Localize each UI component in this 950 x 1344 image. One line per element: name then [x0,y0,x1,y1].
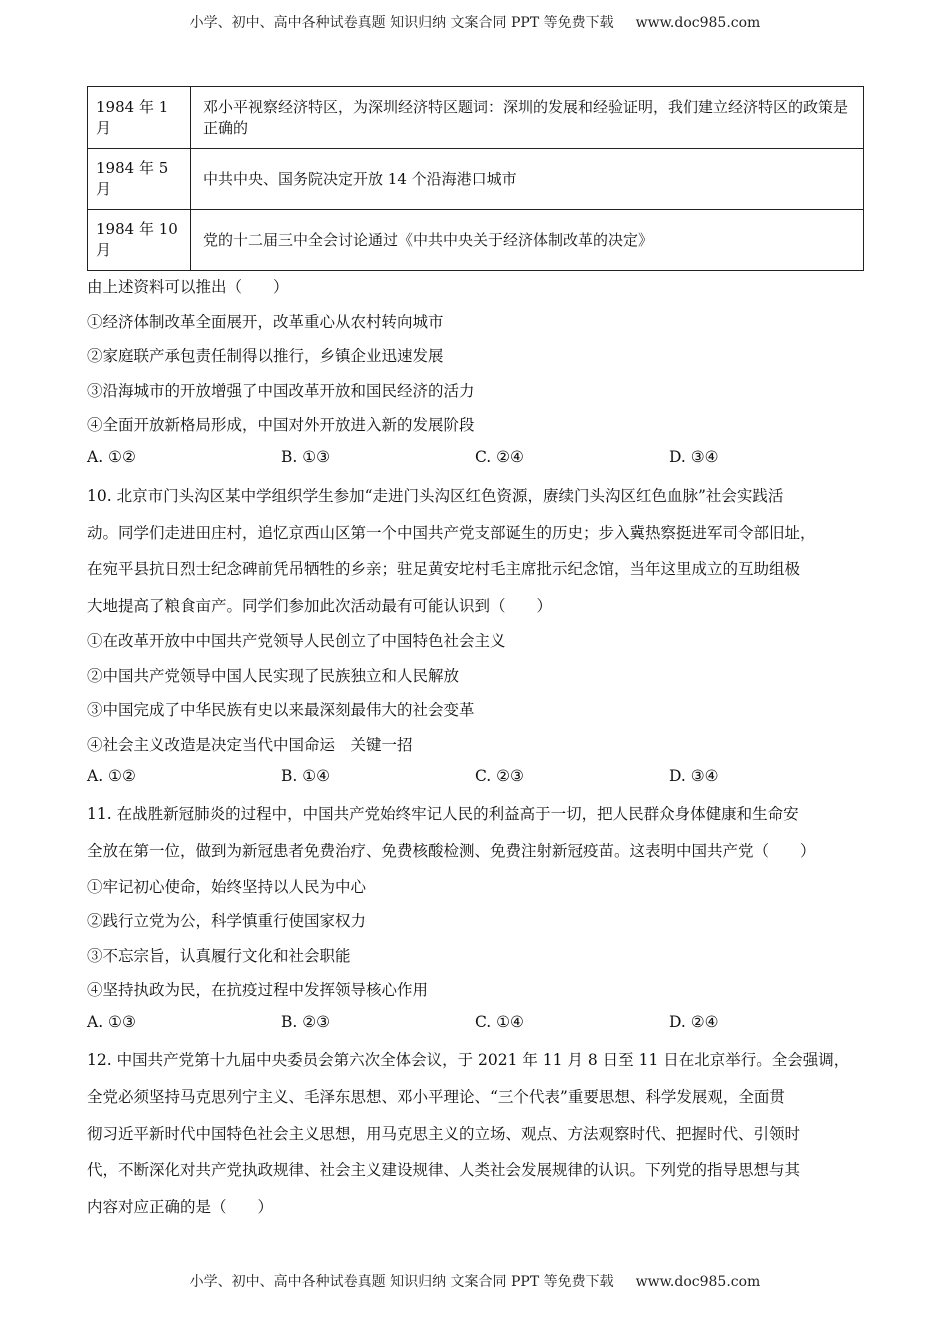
table-row [88,87,864,149]
q11-stem-line: 11. 在战胜新冠肺炎的过程中，中国共产党始终牢记人民的利益高于一切，把人民群众身体健康和生命安 [87,805,799,823]
page-header [0,12,950,32]
table-event-cell: 中共中央、国务院决定开放 14 个沿海港口城市 [191,149,864,210]
table-date-cell: 1984 年 10 月 [88,210,191,271]
table-event-cell: 邓小平视察经济特区，为深圳经济特区题词：深圳的发展和经验证明，我们建立经济特区的政策是正确的 [191,87,864,149]
q10-stem-line: 10. 北京市门头沟区某中学组织学生参加“走进门头沟区红色资源，赓续门头沟区红色血脉”社会实践活 [87,487,784,505]
option-d[interactable]: D. ③④ [669,448,719,466]
q11-item: ①牢记初心使命，始终坚持以人民为中心 [87,878,367,896]
option-a[interactable]: A. ①② [87,448,136,466]
option-c[interactable]: C. ②③ [475,767,524,785]
q10-stem-line: 大地提高了粮食亩产。同学们参加此次活动最有可能认识到（ ） [87,597,553,615]
q11-item: ③不忘宗旨，认真履行文化和社会职能 [87,947,351,965]
footer-text: 小学、初中、高中各种试卷真题 知识归纳 文案合同 PPT 等免费下载 [189,1274,614,1290]
q11-item: ④坚持执政为民，在抗疫过程中发挥领导核心作用 [87,981,429,999]
page-footer [0,1271,950,1291]
q10-stem-line: 动。同学们走进田庄村，追忆京西山区第一个中国共产党支部诞生的历史；步入冀热察挺进军司令部旧址， [87,524,816,542]
option-d[interactable]: D. ③④ [669,767,719,785]
table-date-cell: 1984 年 1 月 [88,87,191,149]
q12-stem-line: 全党必须坚持马克思列宁主义、毛泽东思想、邓小平理论、“三个代表”重要思想、科学发展观，全面贯 [87,1088,785,1106]
table-date-cell: 1984 年 5 月 [88,149,191,210]
option-b[interactable]: B. ①③ [281,448,331,466]
q9-item: ④全面开放新格局形成，中国对外开放进入新的发展阶段 [87,416,475,434]
option-c[interactable]: C. ①④ [475,1013,524,1031]
q12-stem-line: 内容对应正确的是（ ） [87,1198,274,1216]
q10-item: ③中国完成了中华民族有史以来最深刻最伟大的社会变革 [87,701,475,719]
q10-stem-line: 在宛平县抗日烈士纪念碑前凭吊牺牲的乡亲；驻足黄安坨村毛主席批示纪念馆，当年这里成立的互助组极 [87,560,801,578]
option-a[interactable]: A. ①② [87,767,136,785]
footer-url[interactable]: www.doc985.com [635,1274,761,1290]
q12-stem-line: 代，不断深化对共产党执政规律、社会主义建设规律、人类社会发展规律的认识。下列党的指导思想与其 [87,1161,801,1179]
q9-item: ①经济体制改革全面展开，改革重心从农村转向城市 [87,313,444,331]
q9-item: ②家庭联产承包责任制得以推行，乡镇企业迅速发展 [87,347,444,365]
q9-stem: 由上述资料可以推出（ ） [87,278,289,296]
option-d[interactable]: D. ②④ [669,1013,719,1031]
header-text: 小学、初中、高中各种试卷真题 知识归纳 文案合同 PPT 等免费下载 [189,15,614,31]
q10-item: ②中国共产党领导中国人民实现了民族独立和人民解放 [87,667,460,685]
q11-item: ②践行立党为公，科学慎重行使国家权力 [87,912,367,930]
option-b[interactable]: B. ②③ [281,1013,331,1031]
q9-item: ③沿海城市的开放增强了中国改革开放和国民经济的活力 [87,382,475,400]
option-b[interactable]: B. ①④ [281,767,331,785]
q11-stem-line: 全放在第一位，做到为新冠患者免费治疗、免费核酸检测、免费注射新冠疫苗。这表明中国共产党（ ） [87,842,816,860]
table-row [88,210,864,271]
header-url[interactable]: www.doc985.com [635,15,761,31]
q10-item: ①在改革开放中中国共产党领导人民创立了中国特色社会主义 [87,632,506,650]
q12-stem-line: 彻习近平新时代中国特色社会主义思想，用马克思主义的立场、观点、方法观察时代、把握时代、引领时 [87,1125,801,1143]
option-c[interactable]: C. ②④ [475,448,524,466]
q10-item: ④社会主义改造是决定当代中国命运 关键一招 [87,736,413,754]
table-row [88,149,864,210]
q12-stem-line: 12. 中国共产党第十九届中央委员会第六次全体会议，于 2021 年 11 月 8 日至 11 日在北京举行。全会强调， [87,1051,850,1069]
events-table [87,86,864,271]
option-a[interactable]: A. ①③ [87,1013,136,1031]
table-event-cell: 党的十二届三中全会讨论通过《中共中央关于经济体制改革的决定》 [191,210,864,271]
